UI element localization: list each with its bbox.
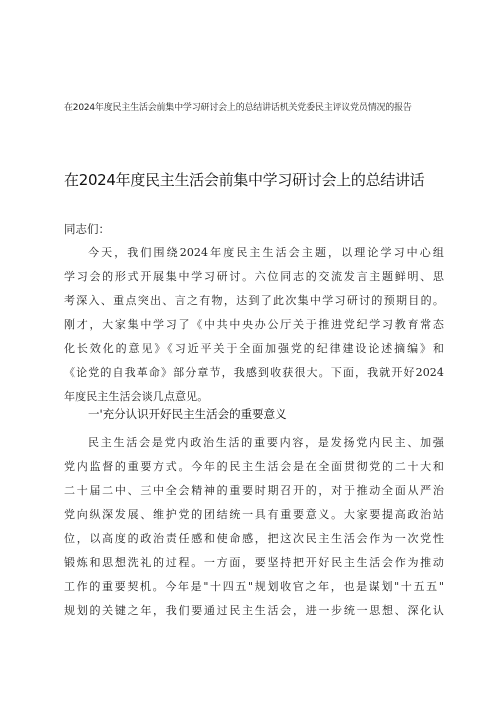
paragraph-line: 考深入、重点突出、言之有物，达到了此次集中学习研讨的预期目的。 — [64, 294, 444, 307]
paragraph-line: 化长效化的意见》《习近平关于全面加强党的纪律建设论述摘编》和 — [64, 342, 444, 355]
paragraph-line: 年度民主生活会谈几点意见。 — [64, 390, 209, 403]
paragraph-line: 今天，我们围绕2024年度民主生活会主题，以理论学习中心组 — [88, 246, 444, 259]
document-header: 在2024年度民主生活会前集中学习研讨会上的总结讲话机关党委民主评议党员情况的报告 — [64, 103, 412, 113]
paragraph-line: 《论党的自我革命》部分章节，我感到收获很大。下面，我就开好2024 — [64, 366, 444, 379]
paragraph-line: 位，以高度的政治责任感和使命感，把这次民主生活会作为一次党性 — [64, 532, 444, 545]
paragraph-line: 学习会的形式开展集中学习研讨。六位同志的交流发言主题鲜明、思 — [64, 270, 444, 283]
paragraph-1 — [64, 241, 444, 409]
paragraph-line: 规划的关键之年，我们要通过民主生活会，进一步统一思想、深化认 — [64, 604, 444, 617]
paragraph-2 — [64, 431, 444, 623]
salutation: 同志们： — [64, 222, 110, 236]
paragraph-line: 党内监督的重要方式。今年的民主生活会是在全面贯彻党的二十大和 — [64, 460, 444, 473]
paragraph-line: 民主生活会是党内政治生活的重要内容，是发扬党内民主、加强 — [88, 436, 444, 449]
paragraph-line: 党向纵深发展、维护党的团结统一具有重要意义。大家要提高政治站 — [64, 508, 444, 521]
document-title: 在2024年度民主生活会前集中学习研讨会上的总结讲话 — [64, 171, 425, 189]
paragraph-line: 二十届二中、三中全会精神的重要时期召开的，对于推动全面从严治 — [64, 484, 444, 497]
paragraph-line: 刚才，大家集中学习了《中共中央办公厅关于推进党纪学习教育常态 — [64, 318, 444, 331]
paragraph-line: 工作的重要契机。今年是"十四五"规划收官之年，也是谋划"十五五" — [64, 580, 444, 593]
section-heading: 一'充分认识开好民主生活会的重要意义 — [88, 407, 287, 421]
paragraph-line: 锻炼和思想洗礼的过程。一方面，要坚持把开好民主生活会作为推动 — [64, 556, 444, 569]
